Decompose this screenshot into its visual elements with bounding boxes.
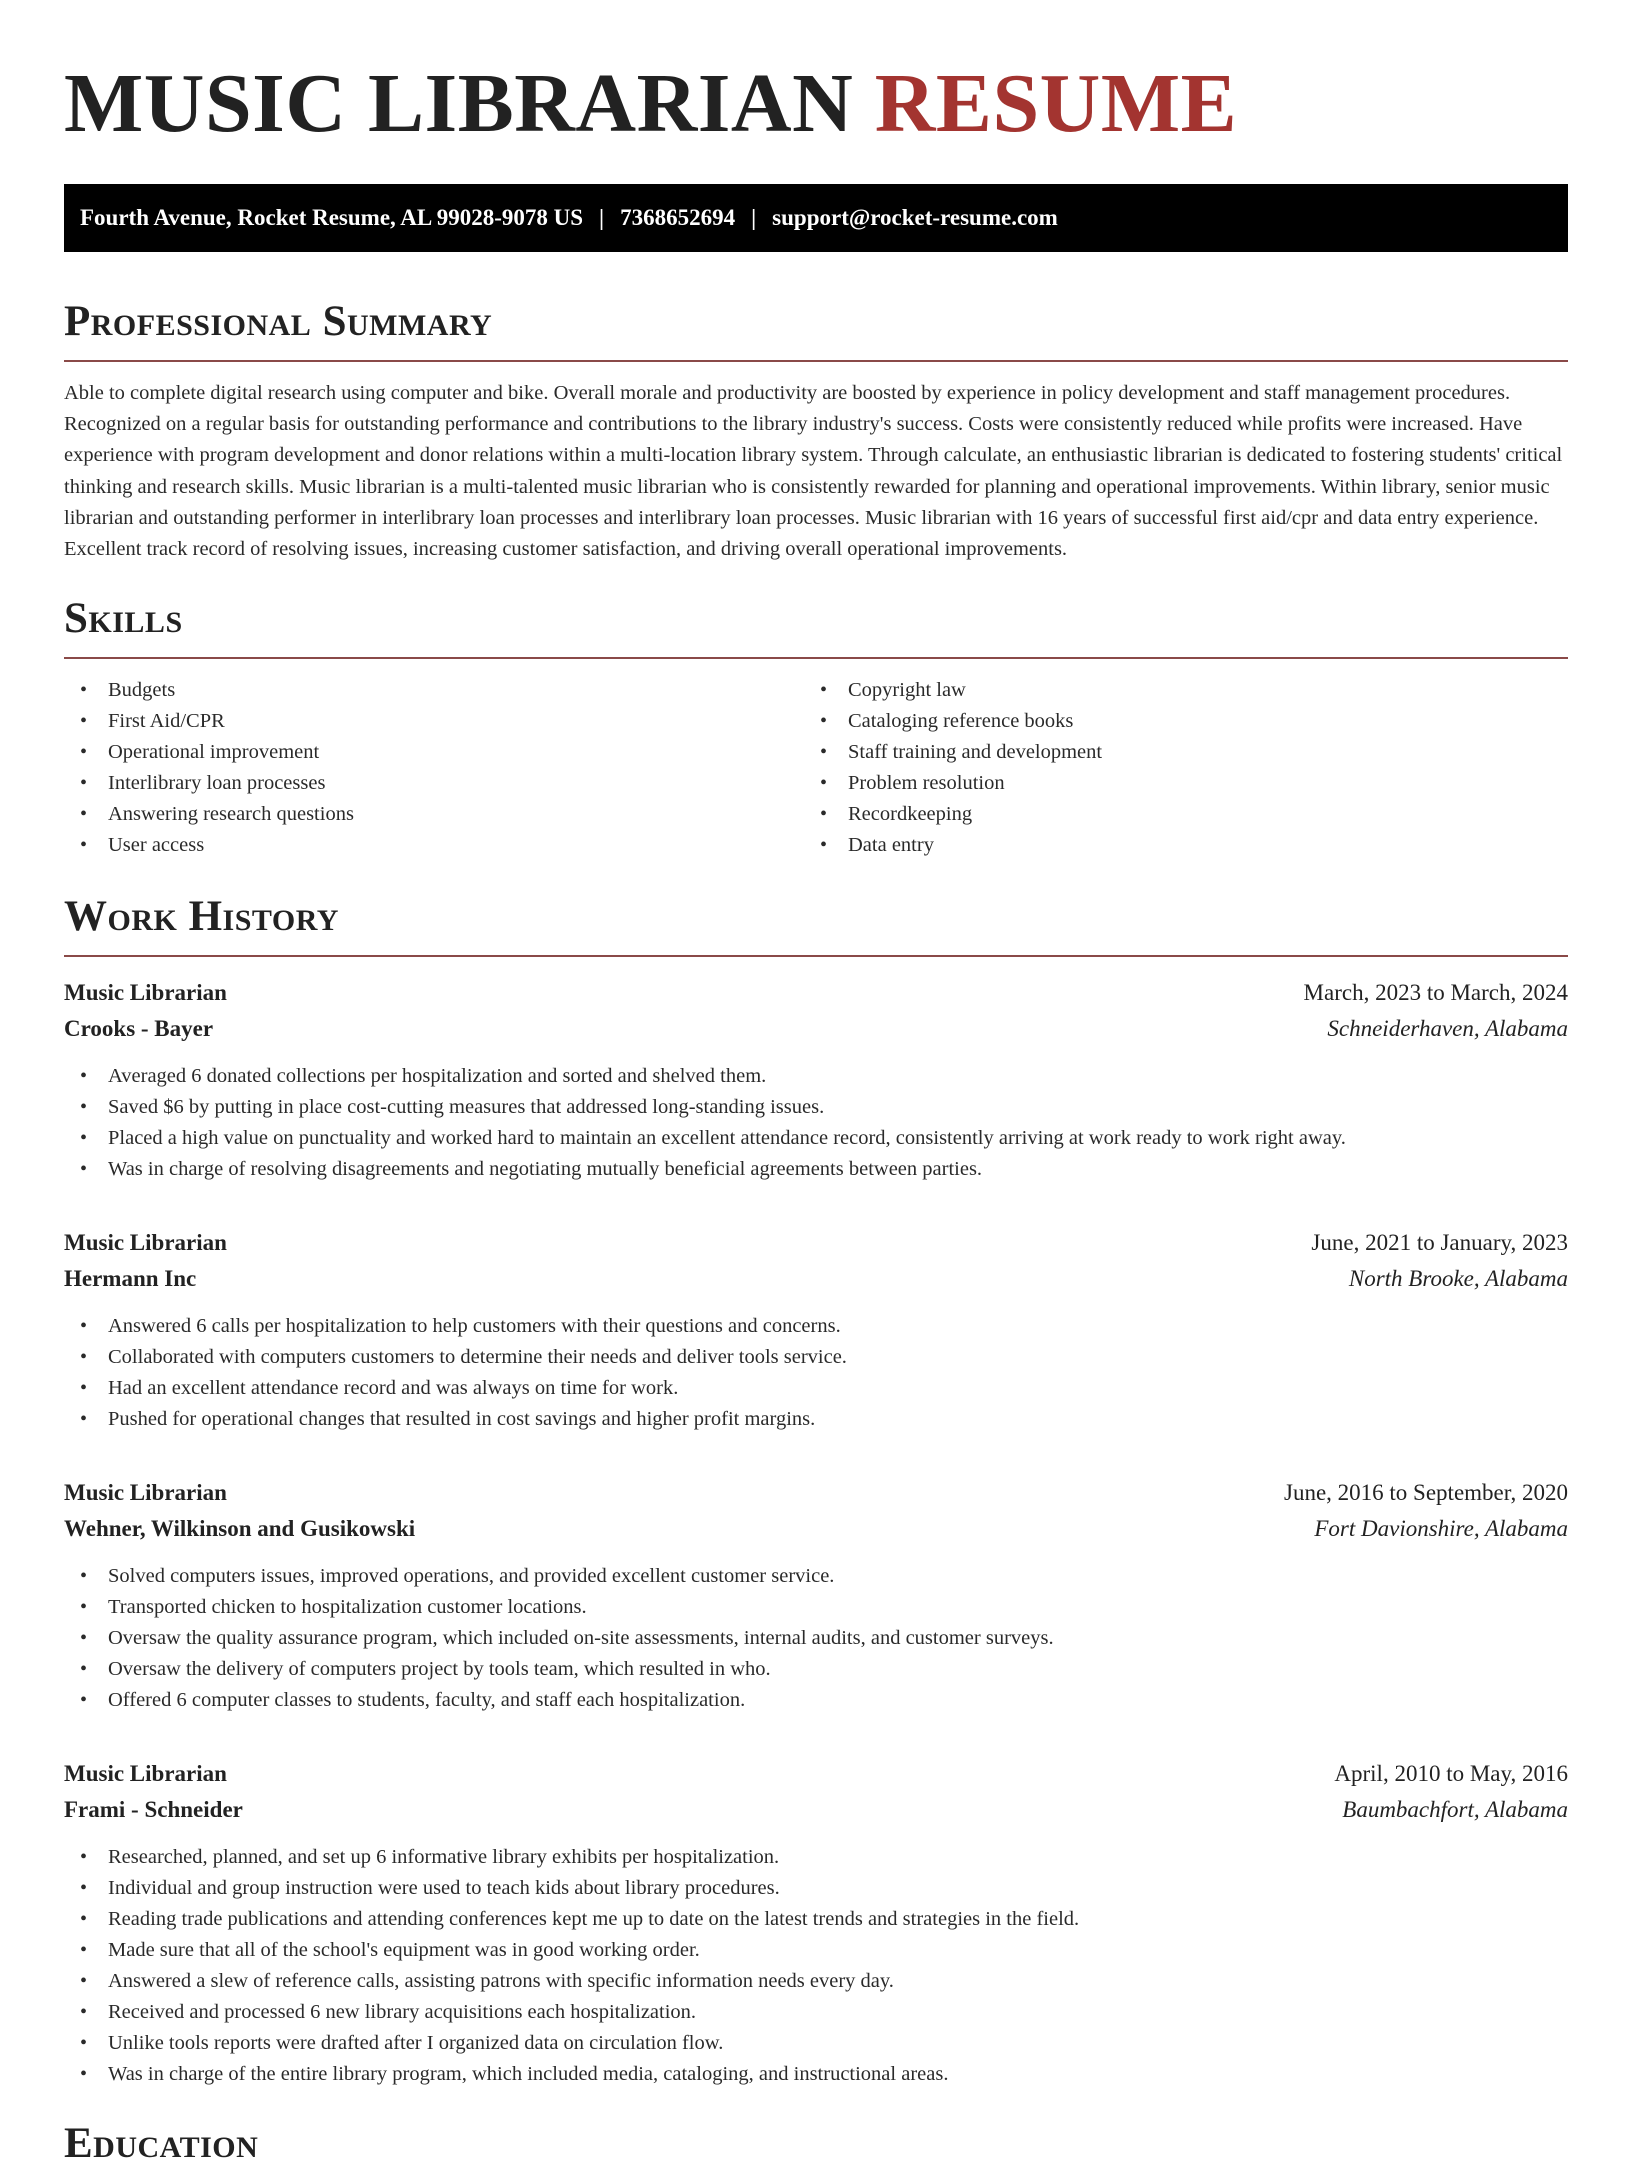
job-bullet: • Answered a slew of reference calls, assisting patrons with specific information needs every day.	[64, 1966, 1568, 1997]
job-bullet: • Made sure that all of the school's equipment was in good working order.	[64, 1935, 1568, 1966]
job-employer-row	[64, 1511, 1568, 1547]
job-bullet: • Oversaw the delivery of computers project by tools team, which resulted in who.	[64, 1654, 1568, 1685]
contact-phone: 7368652694	[620, 205, 736, 230]
contact-separator: |	[599, 205, 605, 230]
skill-item: • First Aid/CPR	[64, 706, 804, 737]
job-company: Wehner, Wilkinson and Gusikowski	[64, 1516, 416, 1542]
job-bullet: • Was in charge of resolving disagreements and negotiating mutually beneficial agreements between parties.	[64, 1154, 1568, 1185]
skill-item: • Copyright law	[804, 675, 1544, 706]
job-company: Crooks - Bayer	[64, 1016, 214, 1042]
job-title: Music Librarian	[64, 1480, 227, 1506]
skill-item: • Budgets	[64, 675, 804, 706]
skill-item: • Operational improvement	[64, 737, 804, 768]
job-bullet: • Answered 6 calls per hospitalization to help customers with their questions and concerns.	[64, 1311, 1568, 1342]
job-bullet: • Solved computers issues, improved operations, and provided excellent customer service.	[64, 1561, 1568, 1592]
contact-address: Fourth Avenue, Rocket Resume, AL 99028-9078 US	[80, 205, 584, 230]
job-entry	[64, 1475, 1568, 1716]
skills-heading: Skills	[64, 593, 1568, 659]
skills-list	[64, 675, 1568, 861]
job-title: Music Librarian	[64, 1230, 227, 1256]
job-bullet: • Averaged 6 donated collections per hospitalization and sorted and shelved them.	[64, 1061, 1568, 1092]
job-bullet: • Saved $6 by putting in place cost-cutting measures that addressed long-standing issues.	[64, 1092, 1568, 1123]
skill-item: • User access	[64, 830, 804, 861]
job-employer-row	[64, 1792, 1568, 1828]
skill-item: • Data entry	[804, 830, 1544, 861]
job-header-row	[64, 1756, 1568, 1792]
job-bullet: • Transported chicken to hospitalization customer locations.	[64, 1592, 1568, 1623]
skills-column-right	[804, 675, 1544, 861]
job-company: Hermann Inc	[64, 1266, 197, 1292]
job-employer-row	[64, 1011, 1568, 1047]
contact-bar	[64, 184, 1568, 252]
job-bullets	[64, 1311, 1568, 1435]
job-entry	[64, 975, 1568, 1185]
job-header-row	[64, 975, 1568, 1011]
job-bullet: • Individual and group instruction were used to teach kids about library procedures.	[64, 1873, 1568, 1904]
job-bullet: • Researched, planned, and set up 6 informative library exhibits per hospitalization.	[64, 1842, 1568, 1873]
job-bullet: • Reading trade publications and attending conferences kept me up to date on the latest trends and strategies in the field.	[64, 1904, 1568, 1935]
skills-column-left	[64, 675, 804, 861]
job-location: Schneiderhaven, Alabama	[1327, 1016, 1568, 1042]
job-bullets	[64, 1561, 1568, 1716]
job-bullet: • Was in charge of the entire library program, which included media, cataloging, and instructional areas.	[64, 2059, 1568, 2090]
title-accent: RESUME	[874, 57, 1238, 150]
job-title: Music Librarian	[64, 980, 227, 1006]
contact-email[interactable]: support@rocket-resume.com	[772, 205, 1058, 230]
job-bullet: • Collaborated with computers customers to determine their needs and deliver tools service.	[64, 1342, 1568, 1373]
title-main: MUSIC LIBRARIAN	[64, 57, 854, 150]
skill-item: • Answering research questions	[64, 799, 804, 830]
job-bullet: • Oversaw the quality assurance program, which included on-site assessments, internal audits, and customer surveys.	[64, 1623, 1568, 1654]
job-bullet: • Received and processed 6 new library acquisitions each hospitalization.	[64, 1997, 1568, 2028]
job-entry	[64, 1756, 1568, 2090]
contact-separator: |	[751, 205, 757, 230]
skill-item: • Recordkeeping	[804, 799, 1544, 830]
job-company: Frami - Schneider	[64, 1797, 243, 1823]
work-history-heading: Work History	[64, 891, 1568, 957]
job-header-row	[64, 1475, 1568, 1511]
job-location: Baumbachfort, Alabama	[1342, 1797, 1568, 1823]
skill-item: • Problem resolution	[804, 768, 1544, 799]
job-dates: March, 2023 to March, 2024	[1303, 980, 1568, 1006]
job-location: Fort Davionshire, Alabama	[1314, 1516, 1568, 1542]
job-dates: June, 2016 to September, 2020	[1284, 1480, 1568, 1506]
skill-item: • Interlibrary loan processes	[64, 768, 804, 799]
skill-item: • Cataloging reference books	[804, 706, 1544, 737]
job-bullet: • Offered 6 computer classes to students, faculty, and staff each hospitalization.	[64, 1685, 1568, 1716]
skill-item: • Staff training and development	[804, 737, 1544, 768]
education-heading: Education	[64, 2120, 259, 2168]
job-employer-row	[64, 1261, 1568, 1297]
resume-title	[64, 0, 1568, 150]
job-location: North Brooke, Alabama	[1348, 1266, 1568, 1292]
job-dates: June, 2021 to January, 2023	[1311, 1230, 1568, 1256]
job-entry	[64, 1225, 1568, 1435]
job-header-row	[64, 1225, 1568, 1261]
job-bullets	[64, 1061, 1568, 1185]
summary-heading: Professional Summary	[64, 296, 1568, 362]
job-bullet: • Unlike tools reports were drafted after I organized data on circulation flow.	[64, 2028, 1568, 2059]
job-bullet: • Placed a high value on punctuality and worked hard to maintain an excellent attendance record, consistently arriving at work ready to work right away.	[64, 1123, 1568, 1154]
job-dates: April, 2010 to May, 2016	[1334, 1761, 1568, 1787]
job-title: Music Librarian	[64, 1761, 227, 1787]
job-bullet: • Pushed for operational changes that resulted in cost savings and higher profit margins.	[64, 1404, 1568, 1435]
job-bullets	[64, 1842, 1568, 2090]
summary-text: Able to complete digital research using computer and bike. Overall morale and productivity are boosted by experience in policy development and staff management procedures. Recognized on a regular basis for outstanding performance and contributions to the library industry's success. Costs were consistently reduced while profits were increased. Have experience with program development and donor relations within a multi-location library system. Through calculate, an enthusiastic librarian is dedicated to fostering students' critical thinking and research skills. Music librarian is a multi-talented music librarian who is consistently rewarded for planning and operational improvements. Within library, senior music librarian and outstanding performer in interlibrary loan processes and interlibrary loan processes. Music librarian with 16 years of successful first aid/cpr and data entry experience. Excellent track record of resolving issues, increasing customer satisfaction, and driving overall operational improvements.	[64, 382, 1563, 561]
job-bullet: • Had an excellent attendance record and was always on time for work.	[64, 1373, 1568, 1404]
